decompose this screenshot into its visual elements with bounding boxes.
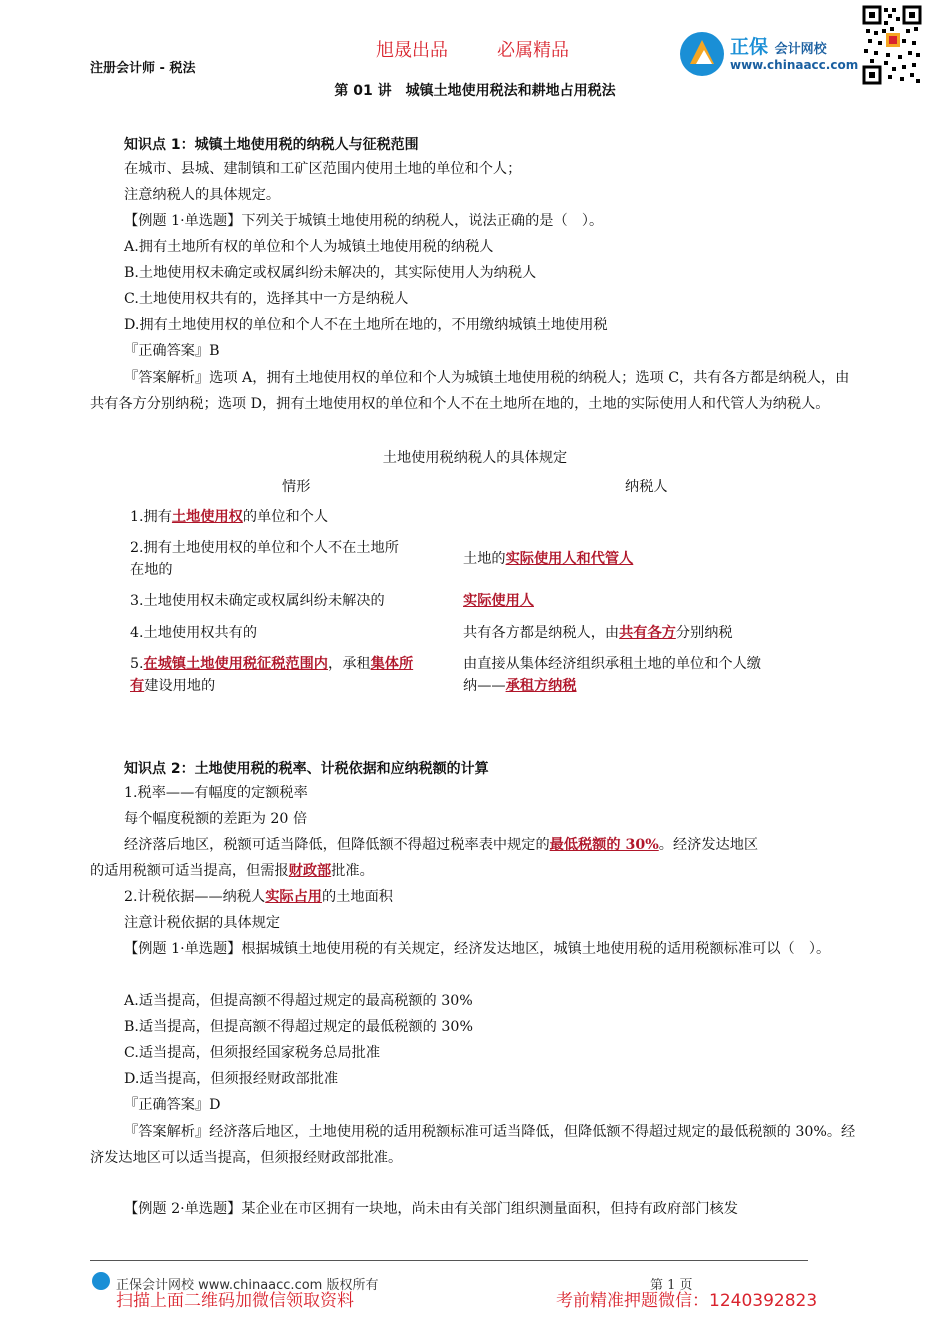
question-1-option-b: B.土地使用权未确定或权属纠纷未解决的，其实际使用人为纳税人 (124, 265, 537, 281)
brand-logo[interactable] (680, 30, 859, 78)
table-title: 土地使用税纳税人的具体规定 (382, 450, 568, 466)
question-1-option-d: D.拥有土地使用权的单位和个人不在土地所在地的，不用缴纳城镇土地使用税 (124, 317, 608, 333)
section-1-title: 知识点 1：城镇土地使用税的纳税人与征税范围 (124, 137, 419, 153)
logo-mark-icon (680, 32, 724, 76)
section-2-line-3: 经济落后地区，税额可适当降低，但降低额不得超过税率表中规定的最低税额的 30%。经济发达地区 (124, 837, 759, 853)
section-2-title: 知识点 2：土地使用税的税率、计税依据和应纳税额的计算 (124, 761, 489, 777)
table-row-3-situation: 3.土地使用权未确定或权属纠纷未解决的 (130, 593, 385, 609)
question-1-option-a: A.拥有土地所有权的单位和个人为城镇土地使用税的纳税人 (124, 239, 494, 255)
promo-left: 扫描上面二维码加微信领取资料 (116, 1291, 354, 1311)
question-3-stem: 【例题 2·单选题】某企业在市区拥有一块地，尚未由有关部门组织测量面积，但持有政府部门核发 (124, 1201, 738, 1217)
question-1-analysis: 『答案解析』选项 A，拥有土地使用权的单位和个人为城镇土地使用税的纳税人；选项 C，共有各方都是纳税人，由共有各方分别纳税；选项 D，拥有土地使用权的单位和个人不在土地所在地的，土地的实际使用人和代管人为纳税人。 (90, 370, 850, 412)
table-row-5-taxpayer: 由直接从集体经济组织承租土地的单位和个人缴 纳——承租方纳税 (463, 656, 761, 694)
question-2-option-c: C.适当提高，但须报经国家税务总局批准 (124, 1045, 381, 1061)
footer-copyright: 正保会计网校 www.chinaacc.com 版权所有 (116, 1278, 379, 1293)
section-2-line-4: 的适用税额可适当提高，但需报财政部批准。 (90, 863, 374, 879)
logo-name: 正保 (730, 36, 769, 58)
lecture-title: 第 01 讲 城镇土地使用税法和耕地占用税法 (334, 83, 616, 99)
qr-code-icon[interactable] (862, 5, 922, 85)
section-2-line-6: 注意计税依据的具体规定 (124, 915, 281, 931)
question-1-answer: 『正确答案』B (124, 343, 220, 359)
course-name: 注册会计师 - 税法 (90, 61, 196, 76)
logo-sub: 会计网校 (774, 42, 827, 57)
question-2-answer: 『正确答案』D (124, 1097, 221, 1113)
logo-url: www.chinaacc.com (730, 58, 859, 72)
page-number: 第 1 页 (650, 1278, 693, 1293)
question-2-option-b: B.适当提高，但提高额不得超过规定的最低税额的 30% (124, 1019, 473, 1035)
footer-logo-icon (92, 1272, 110, 1290)
table-row-4-situation: 4.土地使用权共有的 (130, 625, 258, 641)
table-row-5-situation: 5.在城镇土地使用税征税范围内，承租集体所 有建设用地的 (130, 656, 414, 694)
table-row-1-situation: 1.拥有土地使用权的单位和个人 (130, 509, 329, 525)
table-row-2-situation: 2.拥有土地使用权的单位和个人不在土地所 在地的 (130, 540, 399, 578)
section-2-line-1: 1.税率——有幅度的定额税率 (124, 785, 308, 801)
question-2-option-d: D.适当提高，但须报经财政部批准 (124, 1071, 339, 1087)
section-1-line-1: 在城市、县城、建制镇和工矿区范围内使用土地的单位和个人； (124, 161, 522, 177)
table-row-3-taxpayer: 实际使用人 (463, 593, 534, 609)
question-2-option-a: A.适当提高，但提高额不得超过规定的最高税额的 30% (124, 993, 473, 1009)
table-header-situation: 情形 (282, 479, 311, 495)
table-row-4-taxpayer: 共有各方都是纳税人，由共有各方分别纳税 (463, 625, 733, 641)
question-1-option-c: C.土地使用权共有的，选择其中一方是纳税人 (124, 291, 409, 307)
section-2-line-2: 每个幅度税额的差距为 20 倍 (124, 811, 308, 827)
slogan-right: 必属精品 (497, 40, 569, 61)
footer-divider (90, 1260, 808, 1261)
table-row-2-taxpayer: 土地的实际使用人和代管人 (463, 551, 634, 567)
question-1-stem: 【例题 1·单选题】下列关于城镇土地使用税的纳税人，说法正确的是（ ）。 (124, 213, 604, 229)
table-header-taxpayer: 纳税人 (625, 479, 668, 495)
question-2-stem: 【例题 1·单选题】根据城镇土地使用税的有关规定，经济发达地区，城镇土地使用税的适用税额标准可以（ ）。 (124, 941, 831, 957)
section-1-line-2: 注意纳税人的具体规定。 (124, 187, 281, 203)
question-2-analysis: 『答案解析』经济落后地区，土地使用税的适用税额标准可适当降低，但降低额不得超过规定的最低税额的 30%。经济发达地区可以适当提高，但须报经财政部批准。 (90, 1124, 856, 1166)
promo-right: 考前精准押题微信：1240392823 (556, 1291, 818, 1311)
section-2-line-5: 2.计税依据——纳税人实际占用的土地面积 (124, 889, 393, 905)
slogan-left: 旭晟出品 (376, 40, 448, 61)
